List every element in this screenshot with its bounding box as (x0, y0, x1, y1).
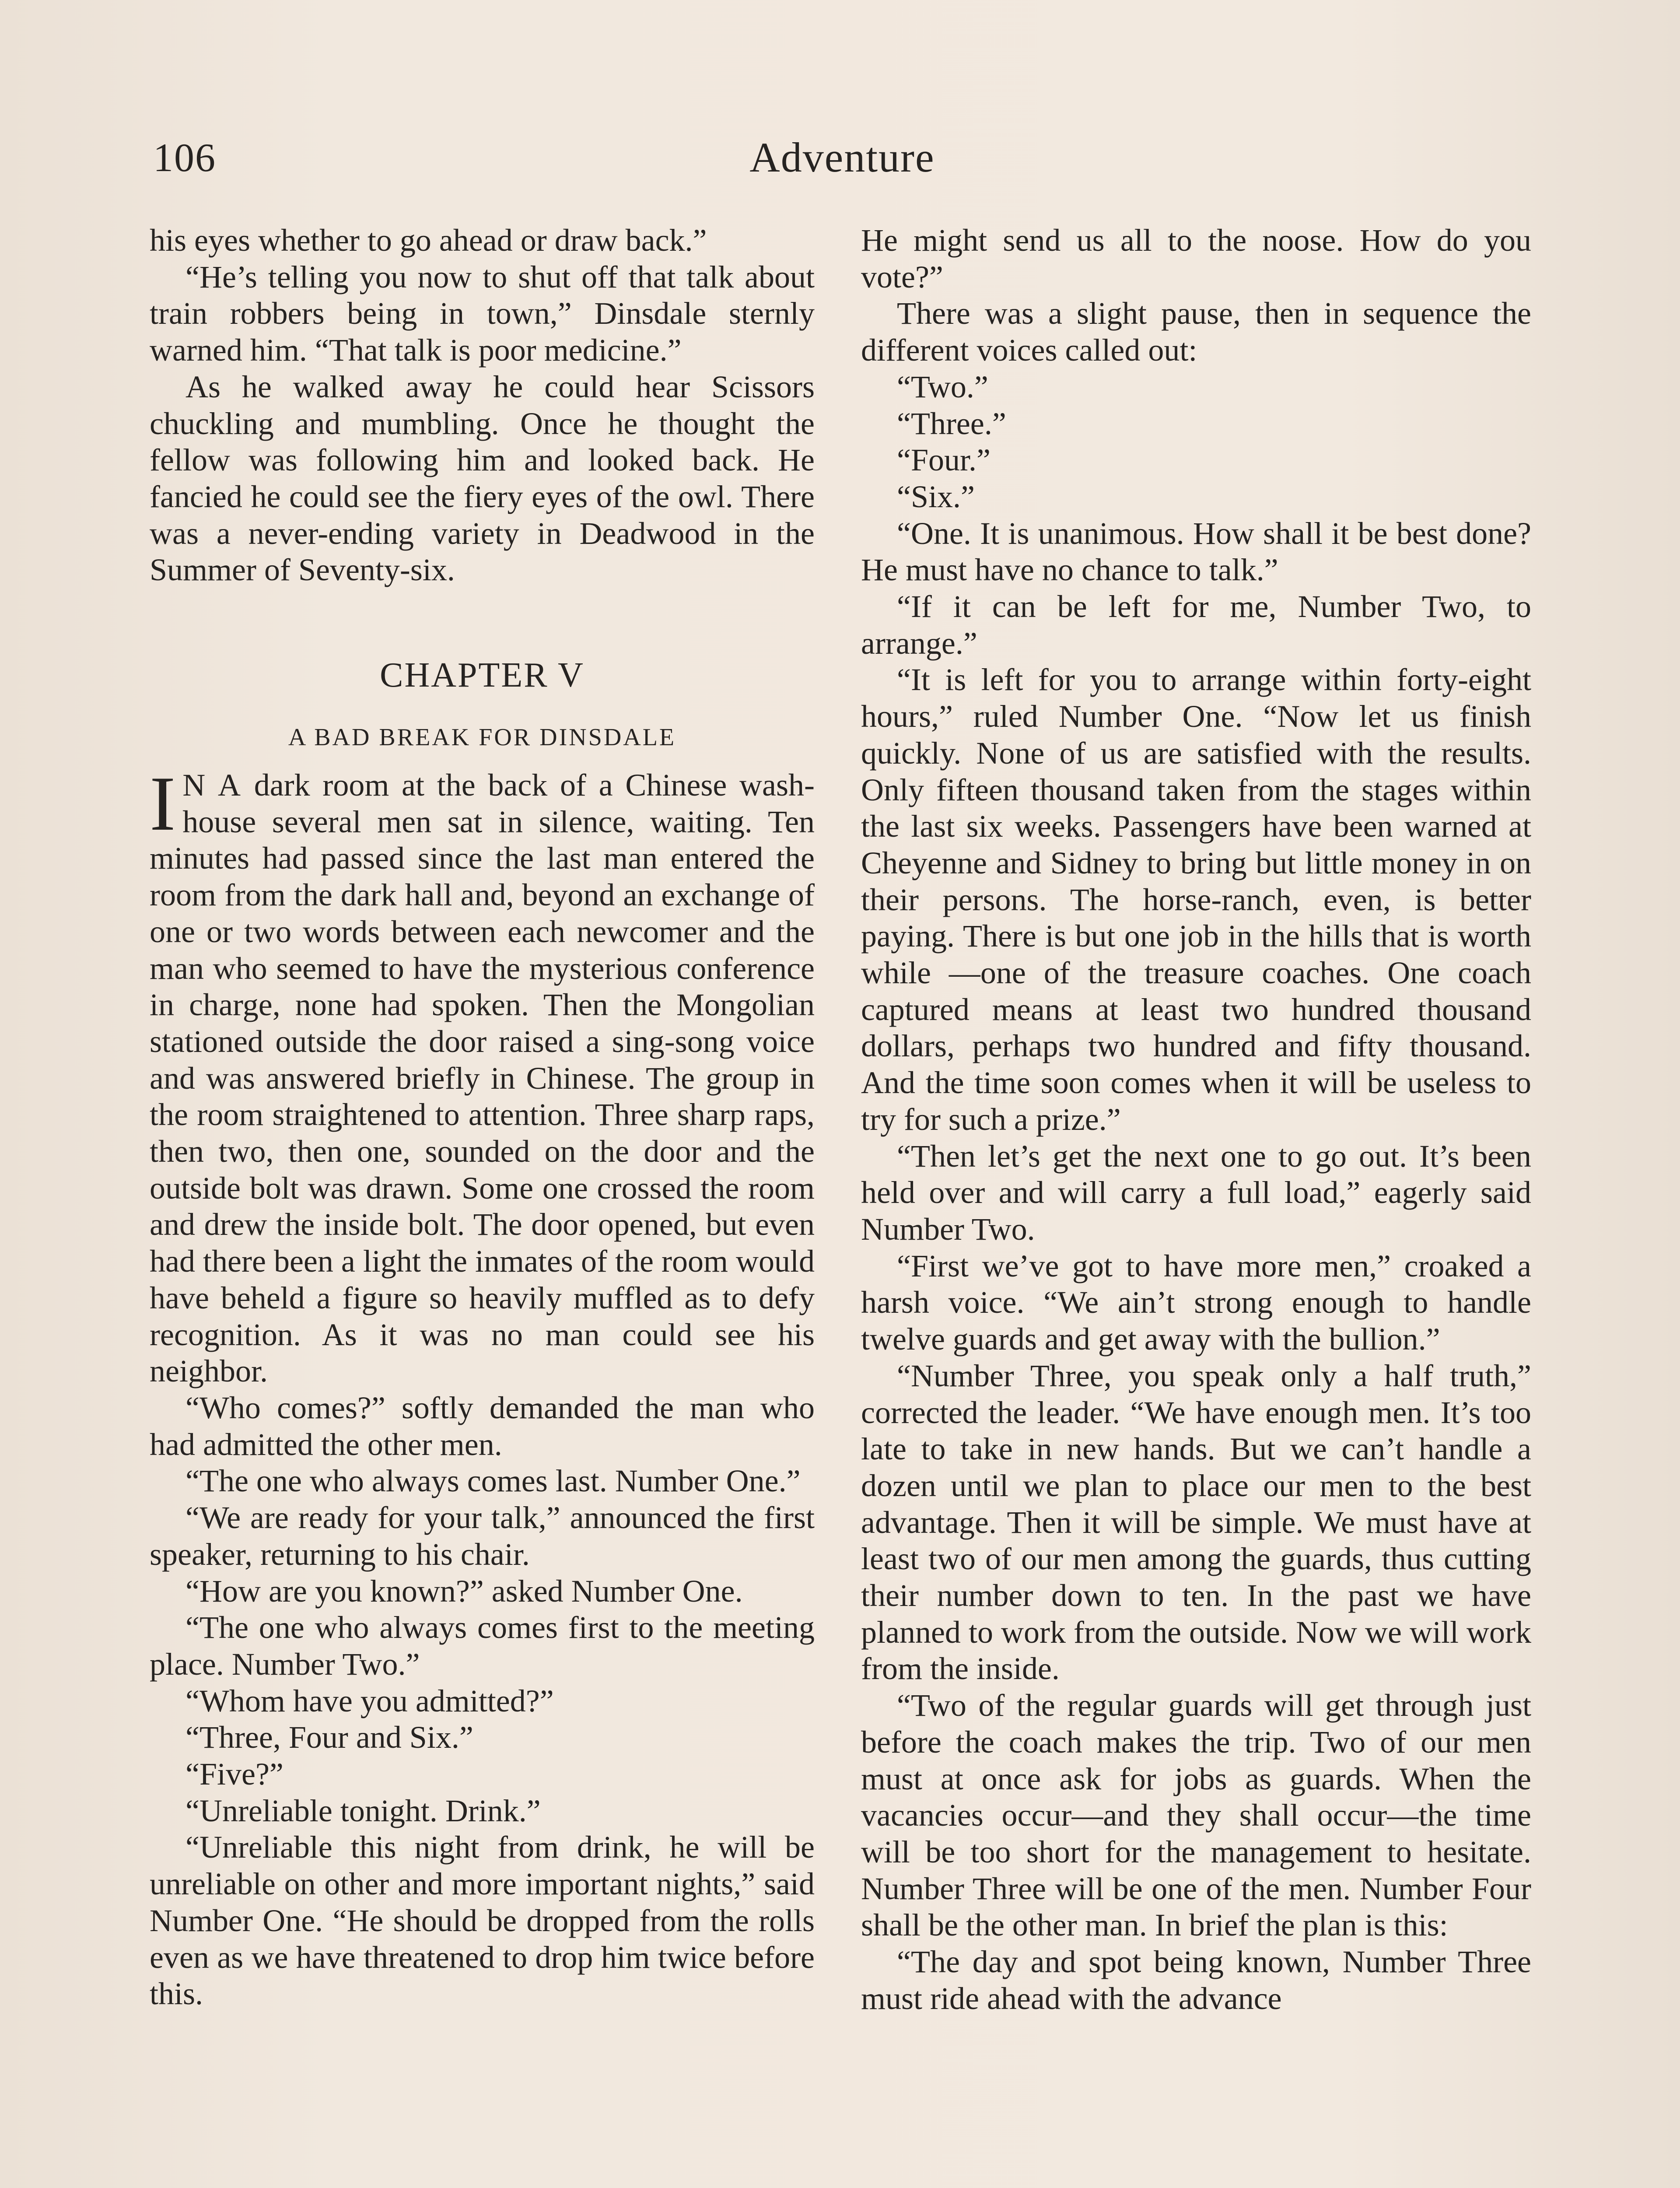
opening-caps: N A (182, 768, 242, 803)
paragraph: “First we’ve got to have more men,” croaked a harsh voice. “We ain’t strong enough to handle twelve guards and get away with the bullion.” (861, 1248, 1531, 1357)
paragraph: “Three.” (897, 406, 1006, 441)
paragraph: “Six.” (897, 479, 975, 514)
right-column (861, 222, 1531, 2017)
paragraph: “The day and spot being known, Number Three must ride ahead with the advance (861, 1944, 1531, 2016)
paragraph: “Four.” (897, 442, 990, 478)
paragraph: He might send us all to the noose. How do you vote?” (861, 223, 1531, 295)
paragraph: “If it can be left for me, Number Two, to arrange.” (861, 589, 1531, 661)
running-title: Adventure (749, 134, 935, 181)
paragraph: his eyes whether to go ahead or draw back.” (150, 223, 707, 258)
paragraph: “One. It is unanimous. How shall it be best done? He must have no chance to talk.” (861, 515, 1531, 588)
paragraph: “Then let’s get the next one to go out. It’s been held over and will carry a full load,” eagerly said Number Two. (861, 1138, 1531, 1247)
paragraph: There was a slight pause, then in sequence the different voices called out: (861, 296, 1531, 368)
paragraph: “The one who always comes first to the meeting place. Number Two.” (150, 1610, 815, 1682)
chapter-subtitle: A BAD BREAK FOR DINSDALE (288, 724, 676, 751)
paragraph: “The one who always comes last. Number One.” (186, 1463, 801, 1499)
paragraph: “Three, Four and Six.” (186, 1720, 473, 1755)
paragraph: “Unreliable this night from drink, he will be unreliable on other and more important nights,” said Number One. “He should be dropped from the rolls even as we have threatened to drop him twice before this. (150, 1830, 815, 2012)
paragraph: As he walked away he could hear Scissors chuckling and mumbling. Once he thought the fellow was following him and looked back. He fancied he could see the fiery eyes of the owl. There was a never-ending variety in Deadwood in the Summer of Seventy-six. (150, 369, 815, 588)
paragraph: “Two.” (897, 369, 988, 404)
paragraph: “Two of the regular guards will get through just before the coach makes the trip. Two of our men must at once ask for jobs as guards. When the vacancies occur—and they shall occur—the time will be too short for the management to hesitate. Number Three will be one of the men. Number Four shall be the other man. In brief the plan is this: (861, 1688, 1531, 1943)
paragraph: “Who comes?” softly demanded the man who had admitted the other men. (150, 1390, 815, 1462)
page-header (153, 127, 1531, 188)
left-column (150, 222, 815, 2013)
paragraph: “Whom have you admitted?” (186, 1683, 554, 1718)
paragraph: “It is left for you to arrange within forty-eight hours,” ruled Number One. “Now let us finish quickly. None of us are satisfied with the results. Only fifteen thousand taken from the stages within the last six weeks. Passengers have been warned at Cheyenne and Sidney to bring but little money in on their persons. The horse-ranch, even, is better paying. There is but one job in the hills that is worth while —one of the treasure coaches. One coach captured means at least two hundred thousand dollars, perhaps two hundred and fifty thousand. And the time soon comes when it will be useless to try for such a prize.” (861, 662, 1531, 1137)
opening-paragraph (150, 760, 815, 1390)
paragraph: “Five?” (186, 1757, 284, 1792)
page-number: 106 (153, 135, 216, 180)
opening-text: dark room at the back of a Chinese wash-house several men sat in silence, waiting. Ten minutes had passed since the last man entered the room from the dark hall and, beyond an exchange of one or two words between each newcomer and the man who seemed to have the mysterious conference in charge, none had spoken. Then the Mongolian stationed outside the door raised a sing-song voice and was answered briefly in Chinese. The group in the room straightened to attention. Three sharp raps, then two, then one, sounded on the door and the outside bolt was drawn. Some one crossed the room and drew the inside bolt. The door opened, but even had there been a light the inmates of the room would have beheld a figure so heavily muffled as to defy recognition. As it was no man could see his neighbor. (150, 768, 815, 1389)
paragraph: “We are ready for your talk,” announced the first speaker, returning to his chair. (150, 1500, 815, 1572)
drop-cap: I (150, 760, 176, 847)
chapter-title: CHAPTER V (380, 656, 584, 695)
paragraph: “Unreliable tonight. Drink.” (186, 1793, 541, 1828)
paragraph: “He’s telling you now to shut off that talk about train robbers being in town,” Dinsdale sternly warned him. “That talk is poor medicine.” (150, 259, 815, 368)
paragraph: “How are you known?” asked Number One. (186, 1573, 743, 1609)
paragraph: “Number Three, you speak only a half truth,” corrected the leader. “We have enough men. It’s too late to take in new hands. But we can’t handle a dozen until we plan to place our men to the best advantage. Then it will be simple. We must have at least two of our men among the guards, thus cutting their number down to ten. In the past we have planned to work from the outside. Now we will work from the inside. (861, 1358, 1531, 1687)
